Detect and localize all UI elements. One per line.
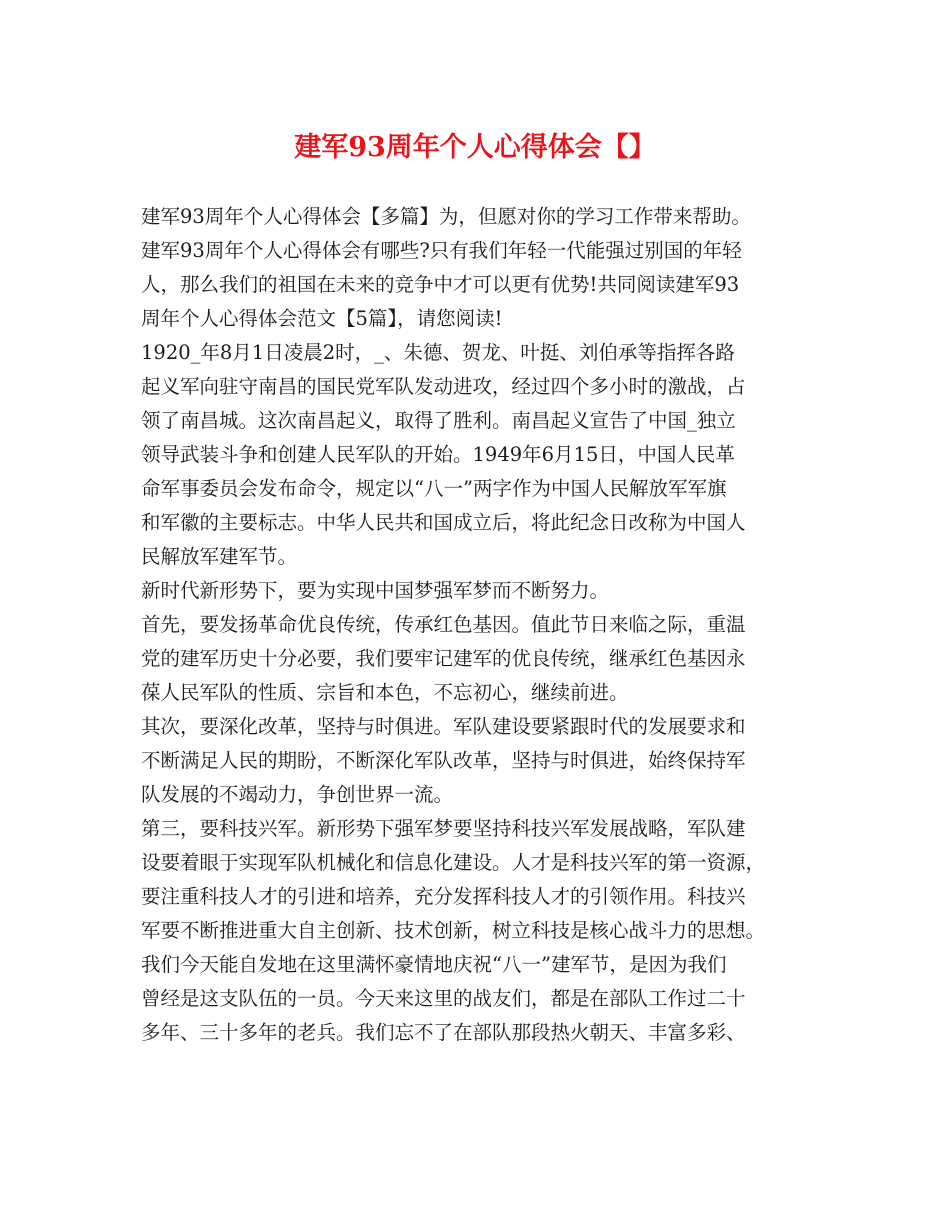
document-title: 建军93周年个人心得体会【】 [294, 132, 656, 163]
text-line: 周年个人心得体会范文【5篇】，请您阅读! [141, 307, 503, 330]
text-line: 其次，要深化改革，坚持与时俱进。军队建设要紧跟时代的发展要求和 [141, 715, 746, 738]
text-line: 不断满足人民的期盼，不断深化军队改革，坚持与时俱进，始终保持军 [141, 749, 746, 772]
text-line: 领导武装斗争和创建人民军队的开始。1949年6月15日，中国人民革 [141, 443, 735, 466]
text-line: 和军徽的主要标志。中华人民共和国成立后，将此纪念日改称为中国人 [141, 511, 746, 534]
text-line: 新时代新形势下，要为实现中国梦强军梦而不断努力。 [141, 579, 610, 602]
text-line: 军要不断推进重大自主创新、技术创新，树立科技是核心战斗力的思想。 [141, 919, 766, 942]
text-line: 建军93周年个人心得体会【多篇】为，但愿对你的学习工作带来帮助。 [141, 205, 751, 228]
text-line: 首先，要发扬革命优良传统，传承红色基因。值此节日来临之际，重温 [141, 613, 746, 636]
text-line: 多年、三十多年的老兵。我们忘不了在部队那段热火朝天、丰富多彩、 [141, 1021, 746, 1044]
text-line: 党的建军历史十分必要，我们要牢记建军的优良传统，继承红色基因永 [141, 647, 746, 670]
text-line: 领了南昌城。这次南昌起义，取得了胜利。南昌起义宣告了中国_独立 [141, 409, 736, 432]
text-line: 建军93周年个人心得体会有哪些?只有我们年轻一代能强过别国的年轻 [141, 239, 742, 262]
paragraph [141, 336, 817, 574]
text-line: 曾经是这支队伍的一员。今天来这里的战友们，都是在部队工作过二十 [141, 987, 746, 1010]
text-line: 起义军向驻守南昌的国民党军队发动进攻，经过四个多小时的激战，占 [141, 375, 746, 398]
paragraph [141, 200, 817, 336]
paragraph [141, 812, 817, 948]
text-line: 命军事委员会发布命令，规定以“八一”两字作为中国人民解放军军旗 [141, 477, 727, 500]
text-line: 设要着眼于实现军队机械化和信息化建设。人才是科技兴军的第一资源， [141, 851, 766, 874]
paragraph [141, 710, 817, 812]
document-body [141, 200, 817, 1050]
paragraph [141, 608, 817, 710]
text-line: 我们今天能自发地在这里满怀豪情地庆祝“八一”建军节，是因为我们 [141, 953, 727, 976]
text-line: 队发展的不竭动力，争创世界一流。 [141, 783, 454, 806]
text-line: 葆人民军队的性质、宗旨和本色，不忘初心，继续前进。 [141, 681, 629, 704]
text-line: 人，那么我们的祖国在未来的竞争中才可以更有优势!共同阅读建军93 [141, 273, 740, 296]
text-line: 第三，要科技兴军。新形势下强军梦要坚持科技兴军发展战略，军队建 [141, 817, 746, 840]
text-line: 要注重科技人才的引进和培养，充分发挥科技人才的引领作用。科技兴 [141, 885, 746, 908]
text-line: 1920_年8月1日凌晨2时，_、朱德、贺龙、叶挺、刘伯承等指挥各路 [141, 341, 735, 364]
paragraph [141, 574, 817, 608]
text-line: 民解放军建军节。 [141, 545, 298, 568]
paragraph [141, 948, 817, 1050]
